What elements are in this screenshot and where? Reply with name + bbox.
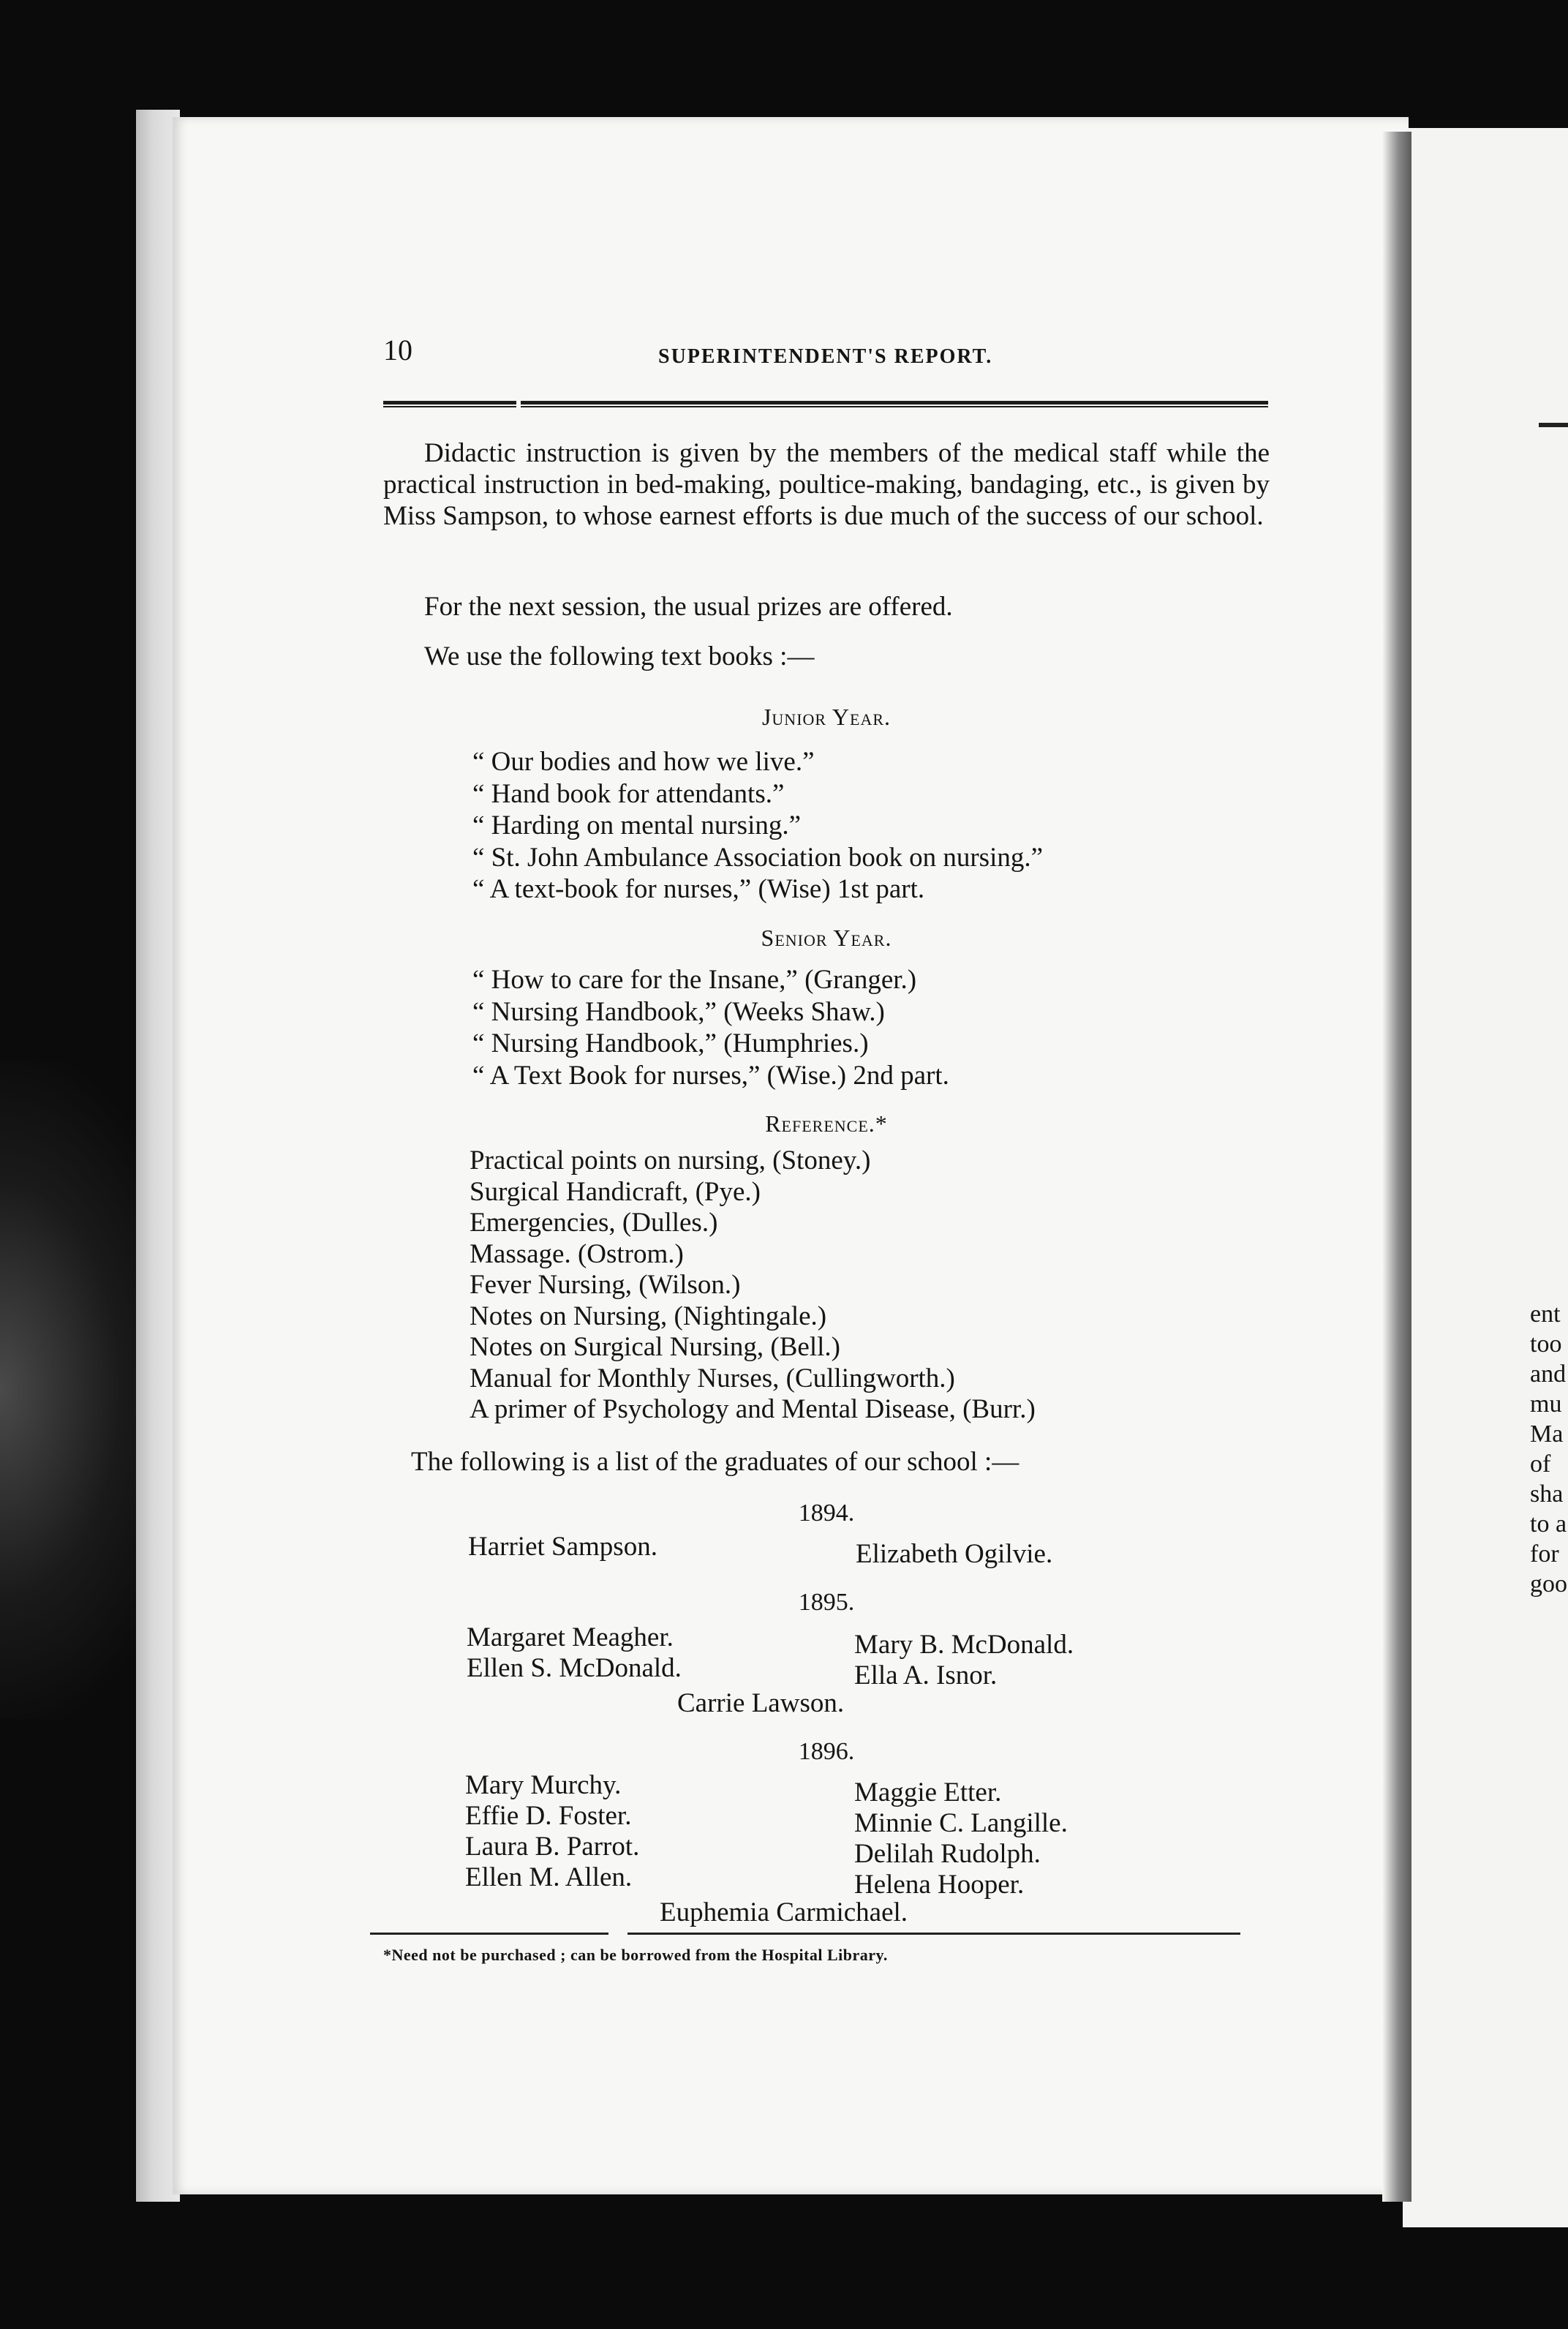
header-rule-break <box>516 399 521 410</box>
facing-page-fragments <box>1530 1299 1567 1599</box>
list-item: Notes on Surgical Nursing, (Bell.) <box>470 1332 840 1362</box>
footnote-rule-left <box>370 1933 608 1935</box>
graduate-name: Ellen M. Allen. <box>465 1862 633 1892</box>
facing-page-rule <box>1539 423 1568 427</box>
year-heading-1895: 1895. <box>798 1589 855 1616</box>
textbooks-paragraph <box>383 641 1270 672</box>
graduates-1896-right <box>854 1777 1068 1900</box>
textbooks-intro: We use the following text books :— <box>424 641 815 671</box>
graduate-name: Effie D. Foster. <box>465 1801 632 1831</box>
graduate-name: Mary B. McDonald. <box>854 1630 1074 1660</box>
graduates-1896-left <box>465 1770 639 1893</box>
running-title: SUPERINTENDENT'S REPORT. <box>658 345 993 368</box>
year-heading-1894: 1894. <box>798 1500 855 1527</box>
graduate-name: Maggie Etter. <box>854 1777 1002 1807</box>
fragment: goo <box>1530 1570 1567 1598</box>
list-item: “ Harding on mental nursing.” <box>472 810 802 840</box>
footnote: *Need not be purchased ; can be borrowed from the Hospital Library. <box>383 1946 888 1964</box>
fragment: for <box>1530 1540 1559 1568</box>
list-item: Emergencies, (Dulles.) <box>470 1208 718 1238</box>
fragment: too <box>1530 1331 1562 1358</box>
page-number: 10 <box>383 334 412 366</box>
graduate-name: Margaret Meagher. <box>467 1622 674 1652</box>
graduate-1895-center: Carrie Lawson. <box>677 1688 845 1718</box>
graduate-name: Helena Hooper. <box>854 1870 1025 1900</box>
graduates-1894-left <box>468 1532 657 1562</box>
page-gutter <box>1382 132 1411 2202</box>
list-item: “ Our bodies and how we live.” <box>472 747 815 777</box>
junior-year-heading: Junior Year. <box>761 704 892 730</box>
intro-text: Didactic instruction is given by the members of the medical staff while the practical instruction in bed-making, poultice-making, bandaging, etc., is given by Miss Sampson, to whose earnest efforts is due much of the success of our school. <box>383 438 1270 531</box>
junior-book-list <box>472 746 1043 906</box>
graduate-name: Laura B. Parrot. <box>465 1832 640 1862</box>
list-item: “ St. John Ambulance Association book on nursing.” <box>472 842 1044 873</box>
fragment: of <box>1530 1451 1551 1478</box>
graduate-name: Ella A. Isnor. <box>854 1660 998 1690</box>
senior-year-heading: Senior Year. <box>761 925 892 951</box>
fragment: mu <box>1530 1391 1562 1418</box>
list-item: Manual for Monthly Nurses, (Cullingworth.) <box>470 1363 955 1393</box>
graduate-name: Harriet Sampson. <box>468 1532 657 1562</box>
list-item: “ Nursing Handbook,” (Humphries.) <box>472 1028 869 1058</box>
prizes-paragraph <box>383 591 1270 622</box>
graduate-name: Minnie C. Langille. <box>854 1808 1068 1838</box>
graduate-name: Delilah Rudolph. <box>854 1839 1041 1869</box>
reference-heading: Reference.* <box>765 1110 888 1137</box>
graduates-1894-right <box>856 1539 1052 1570</box>
list-item: Notes on Nursing, (Nightingale.) <box>470 1301 827 1331</box>
list-item: Practical points on nursing, (Stoney.) <box>470 1145 871 1175</box>
fragment: Ma <box>1530 1421 1564 1448</box>
graduates-1895-right <box>854 1630 1074 1691</box>
reference-book-list <box>470 1145 1036 1426</box>
list-item: Fever Nursing, (Wilson.) <box>470 1270 741 1300</box>
fragment: and <box>1530 1361 1567 1388</box>
year-heading-1896: 1896. <box>798 1738 855 1765</box>
list-item: “ A text-book for nurses,” (Wise) 1st part. <box>472 874 925 904</box>
intro-paragraph <box>383 437 1270 532</box>
facing-page <box>1403 128 1568 2227</box>
graduate-name: Elizabeth Ogilvie. <box>856 1539 1053 1569</box>
graduates-1895-left <box>467 1622 682 1684</box>
graduate-name: Mary Murchy. <box>465 1770 622 1800</box>
senior-book-list <box>472 964 949 1091</box>
list-item: “ A Text Book for nurses,” (Wise.) 2nd part. <box>472 1060 949 1091</box>
list-item: “ How to care for the Insane,” (Granger.) <box>472 965 917 995</box>
list-item: Surgical Handicraft, (Pye.) <box>470 1176 761 1207</box>
list-item: A primer of Psychology and Mental Disease, (Burr.) <box>470 1394 1036 1424</box>
graduate-name: Ellen S. McDonald. <box>467 1653 682 1683</box>
fragment: sha <box>1530 1480 1564 1508</box>
fragment: ent <box>1530 1301 1561 1328</box>
list-item: “ Hand book for attendants.” <box>472 778 785 809</box>
graduates-intro: The following is a list of the graduates of our school :— <box>411 1447 1019 1477</box>
prizes-text: For the next session, the usual prizes are offered. <box>424 592 953 622</box>
list-item: “ Nursing Handbook,” (Weeks Shaw.) <box>472 996 885 1027</box>
list-item: Massage. (Ostrom.) <box>470 1238 684 1269</box>
fragment: to a <box>1530 1510 1567 1538</box>
graduate-1896-center: Euphemia Carmichael. <box>660 1897 908 1927</box>
footnote-rule-right <box>627 1933 1240 1935</box>
